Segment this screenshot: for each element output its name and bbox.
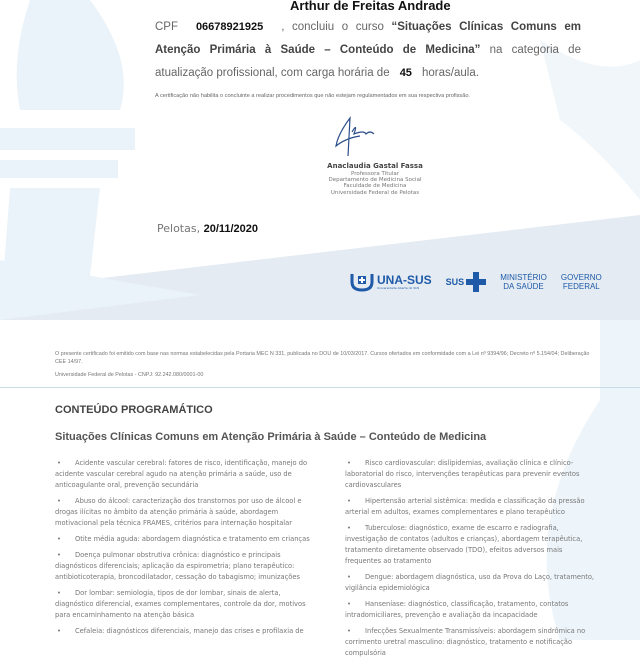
section-heading: CONTEÚDO PROGRAMÁTICO (55, 404, 213, 416)
divider (0, 387, 640, 388)
unasus-text: UNA-SUS (377, 273, 432, 287)
sus-cross-icon (466, 272, 486, 292)
list-item: • Hanseníase: diagnóstico, classificação, tratamento, contatos intradomiciliares, prevenção e avaliação da incapacidade (345, 599, 600, 621)
logos (350, 272, 602, 292)
governo-logo (561, 273, 602, 291)
cpf-label: CPF (155, 21, 178, 33)
list-item: • Risco cardiovascular: dislipidemias, avaliação clínica e clínico-laboratorial do risco, intervenções terapêuticas para prevenir eventos cardiovasculares (345, 458, 600, 491)
ministerio-logo (500, 273, 547, 291)
sus-logo (446, 272, 487, 292)
list-item: • Abuso do álcool: caracterização dos transtornos por uso de álcool e drogas ilícitas no âmbito da atenção primária à saúde, abordagem motivacional pela técnica FRAMES, critérios para internação hospitalar (55, 496, 310, 529)
signature-image (330, 112, 380, 160)
list-item: • Tuberculose: diagnóstico, exame de escarro e radiografia, investigação de contatos (adultos e crianças), abordagem terapêutica, tratamento diretamente observado (TDO), efeitos adversos mais frequentes ao tratamento (345, 523, 600, 567)
list-item: • Hipertensão arterial sistêmica: medida e classificação da pressão arterial em adultos, exames complementares e plano terapêutico (345, 496, 600, 518)
governo-line: GOVERNO (560, 273, 602, 282)
signatory-line: Departamento de Medicina Social (328, 177, 422, 184)
content-list-right (345, 458, 600, 664)
list-item: • Cefaleia: diagnósticos diferenciais, manejo das crises e profilaxia de (55, 626, 310, 637)
list-item: • Dengue: abordagem diagnóstica, uso da Prova do Laço, tratamento, vigilância epidemiológica (345, 572, 600, 594)
list-item: • Acidente vascular cerebral: fatores de risco, identificação, manejo do acidente vascular cerebral agudo na atenção primária a saúde, uso de anticoagulante oral, prevenção secundária (55, 458, 310, 491)
certificate-body (155, 16, 581, 100)
city-label: Pelotas, (157, 222, 201, 235)
unasus-shield-icon (350, 272, 374, 292)
sus-text: SUS (445, 276, 465, 287)
place-date (157, 222, 258, 235)
disclaimer: A certificação não habilita o concluinte a realizar procedimentos que não estejam regulamentados em sua respectiva profissão. (155, 93, 470, 99)
signatory-name: Anaclaudia Gastal Fassa (327, 162, 423, 170)
signatory-line: Faculdade de Medicina (343, 183, 407, 190)
course-name: “Situações Clínicas Comuns em Atenção Primária à Saúde – Conteúdo de Medicina” (155, 21, 582, 56)
certificate-back (0, 320, 640, 657)
ministerio-line: DA SAÚDE (503, 282, 544, 291)
back-content (0, 350, 640, 664)
text-3: horas/aula. (422, 67, 479, 79)
content-columns (0, 458, 640, 664)
issue-date: 20/11/2020 (203, 223, 259, 235)
signatory-line: Universidade Federal de Pelotas (330, 189, 420, 196)
unasus-logo (350, 272, 432, 292)
student-name: Arthur de Freitas Andrade (290, 0, 451, 13)
list-item: • Dor lombar: semiologia, tipos de dor lombar, sinais de alerta, diagnóstico diferencial, exames complementares, controle da dor, motivos para encaminhamento na atenção básica (55, 588, 310, 621)
cnpj-text: Universidade Federal de Pelotas - CNPJ: 92.242.080/0001-00 (55, 372, 204, 378)
certificate-front (0, 0, 640, 320)
course-subheading: Situações Clínicas Comuns em Atenção Primária à Saúde – Conteúdo de Medicina (55, 431, 487, 443)
list-item: • Doença pulmonar obstrutiva crônica: diagnóstico e principais diagnósticos diferenciais; aplicação da espirometria; plano terapêutico: antibioticoterapia, broncodilatador, cessação do tabagismo; imunizações (55, 550, 310, 583)
text-2: na categoria de atualização profissional, com carga horária de (155, 44, 581, 79)
text-1: , concluiu o curso (281, 21, 384, 33)
unasus-sub: Universidade Aberta do SUS (377, 286, 420, 290)
list-item: • Infecções Sexualmente Transmissíveis: abordagem sindrômica no corrimento uretral masculino: diagnóstico, tratamento e notificação compulsória (345, 626, 600, 659)
certificate-text (155, 16, 581, 85)
content-list-left (55, 458, 310, 664)
list-item: • Otite média aguda: abordagem diagnóstica e tratamento em crianças (55, 534, 310, 545)
signatory-line: Professora Titular (350, 171, 400, 177)
ministerio-line: MINISTÉRIO (500, 273, 547, 282)
signatory-block (300, 162, 450, 196)
legal-text: O presente certificado foi emitido com base nas normas estabelecidas pela Portaria MEC N 331, publicada no DOU de 10/03/2017. Cursos ofertados em conformidade com a Lei nº 9394/96; Decreto nº 5.154/04; Deliberação CEE 14/97. (55, 351, 590, 365)
cpf-value: 06678921925 (195, 21, 264, 33)
hours-value: 45 (399, 67, 412, 79)
governo-line: FEDERAL (562, 282, 600, 291)
